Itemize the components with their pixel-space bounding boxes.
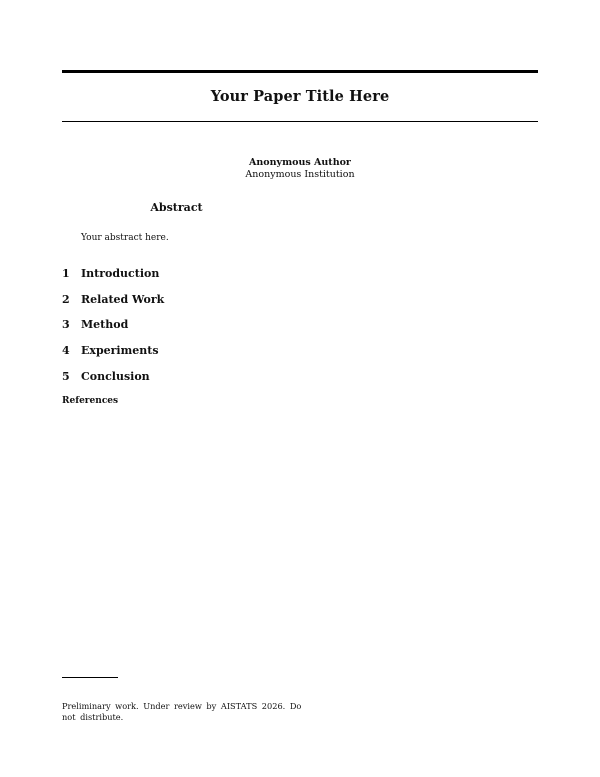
section-number: 5 — [62, 370, 70, 383]
section-number: 3 — [62, 318, 70, 331]
section-title: Related Work — [81, 293, 165, 306]
section-heading-experiments — [62, 344, 159, 357]
abstract-text: Your abstract here. — [81, 233, 169, 243]
section-heading-related-work — [62, 293, 164, 306]
title-top-rule — [62, 70, 538, 73]
author-block — [62, 157, 538, 181]
references-heading: References — [62, 396, 119, 406]
section-title: Experiments — [81, 344, 159, 357]
section-title: Introduction — [81, 267, 160, 280]
section-number: 4 — [62, 344, 70, 357]
section-number: 2 — [62, 293, 70, 306]
section-title: Method — [81, 318, 129, 331]
author-institution: Anonymous Institution — [245, 169, 355, 180]
section-heading-method — [62, 318, 128, 331]
author-name: Anonymous Author — [249, 157, 351, 168]
footnote-rule — [62, 677, 118, 678]
section-heading-conclusion — [62, 370, 150, 383]
footnote-text: Preliminary work. Under review by AISTATS 2026. Do not distribute. — [62, 701, 302, 722]
title-bottom-rule — [62, 121, 538, 122]
abstract-heading: Abstract — [150, 201, 203, 214]
section-number: 1 — [62, 267, 70, 280]
section-heading-introduction — [62, 267, 159, 280]
section-title: Conclusion — [81, 370, 150, 383]
paper-title: Your Paper Title Here — [210, 88, 390, 105]
